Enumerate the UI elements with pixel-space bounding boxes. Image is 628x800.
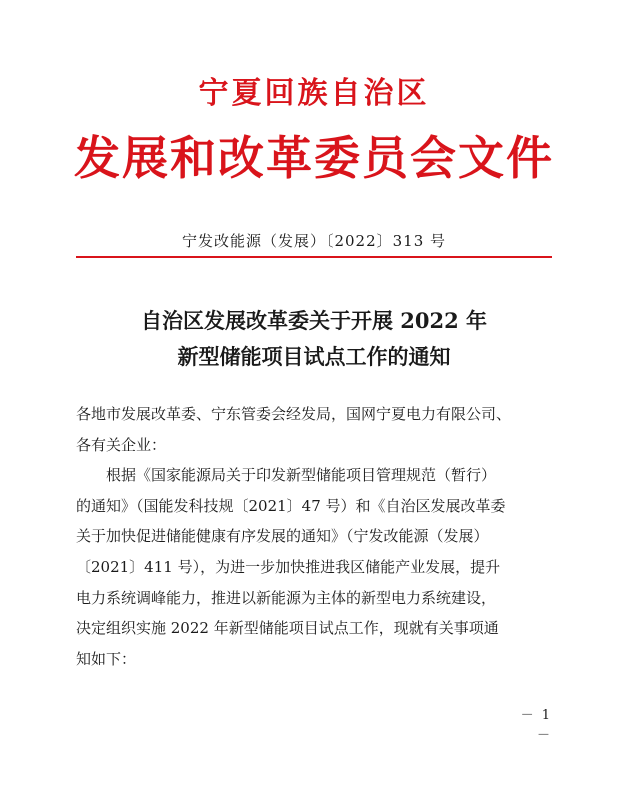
red-divider <box>76 256 552 258</box>
page-number: － 1 － <box>520 708 552 743</box>
addressee <box>76 399 552 460</box>
paragraph-line: 电力系统调峰能力，推进以新能源为主体的新型电力系统建设， <box>76 588 497 607</box>
addressee-line: 各有关企业： <box>76 435 167 454</box>
paragraph-line: 〔2021〕411 号），为进一步加快推进我区储能产业发展，提升 <box>76 557 501 576</box>
paragraph-line: 的通知》（国能发科技规〔2021〕47 号）和《自治区发展改革委 <box>76 496 506 515</box>
addressee-line: 各地市发展改革委、宁东管委会经发局，国网宁夏电力有限公司、 <box>76 405 512 423</box>
document-body <box>76 399 552 674</box>
body-paragraph <box>76 460 552 674</box>
notice-title-line-2: 新型储能项目试点工作的通知 <box>177 344 451 369</box>
notice-title-line-1: 自治区发展改革委关于开展 2022 年 <box>140 308 488 333</box>
issuer-document-header: 发展和改革委员会文件 <box>74 131 554 185</box>
paragraph-line: 决定组织实施 2022 年新型储能项目试点工作，现就有关事项通 <box>76 619 499 638</box>
paragraph-line: 知如下： <box>76 649 137 668</box>
document-number: 宁发改能源（发展）〔2022〕313 号 <box>181 232 447 250</box>
paragraph-line: 根据《国家能源局关于印发新型储能项目管理规范（暂行） <box>106 466 497 485</box>
notice-title <box>0 303 628 375</box>
issuer-region: 宁夏回族自治区 <box>198 76 430 111</box>
paragraph-line: 关于加快促进储能健康有序发展的通知》（宁发改能源（发展） <box>76 527 489 546</box>
